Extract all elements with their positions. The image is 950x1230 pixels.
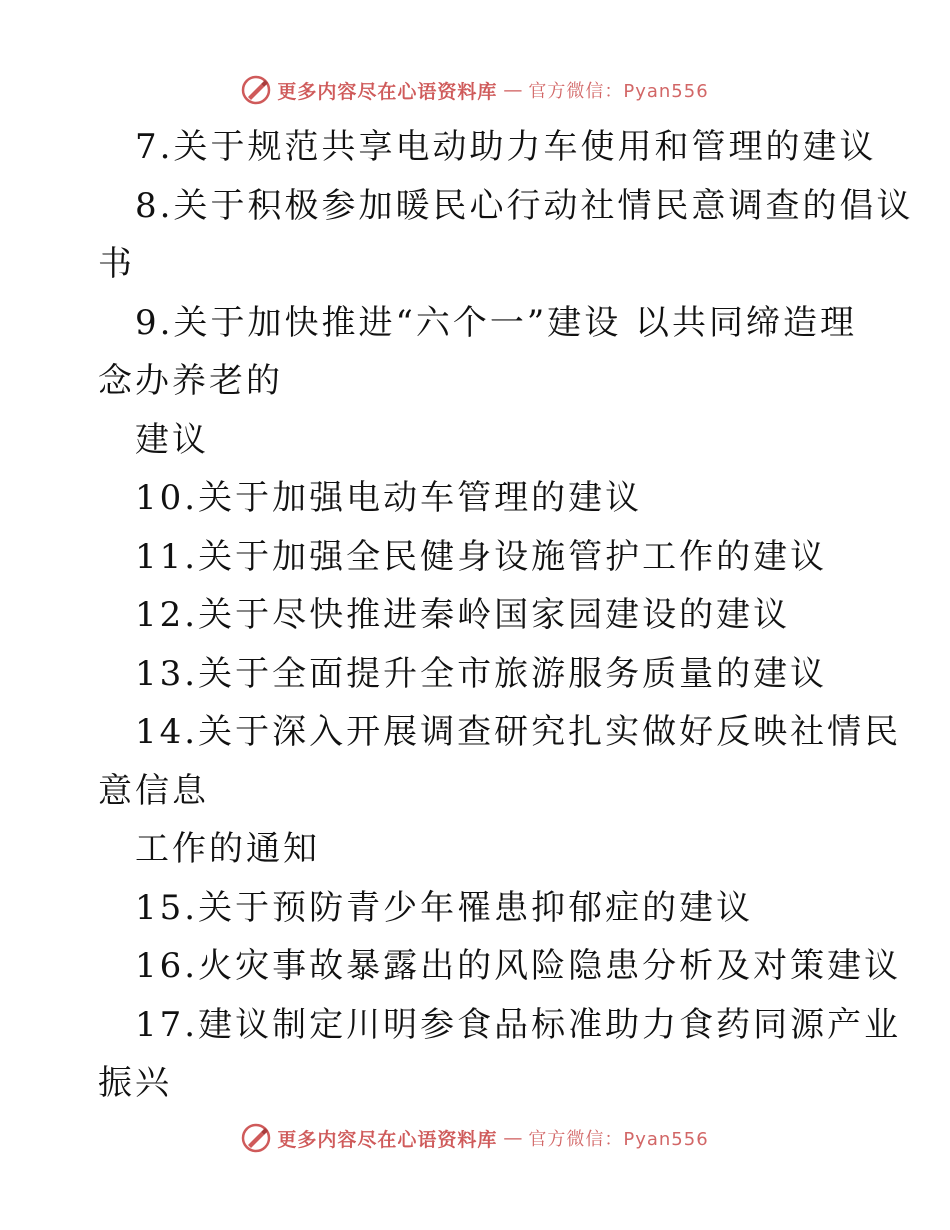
- list-item: 11.关于加强全民健身设施管护工作的建议: [135, 536, 828, 577]
- page-footer-watermark: [0, 1118, 950, 1158]
- list-item-continuation: 建议: [135, 419, 209, 460]
- list-item: 12.关于尽快推进秦岭国家园建设的建议: [135, 595, 791, 635]
- watermark-dash: —: [503, 79, 523, 101]
- list-item-continuation: 念办养老的: [98, 361, 283, 401]
- watermark-wechat-text: 官方微信：Pyan556: [528, 1129, 709, 1150]
- list-item: 16.火灾事故暴露出的风险隐患分析及对策建议: [135, 946, 902, 986]
- list-item-continuation: 工作的通知: [135, 829, 320, 869]
- watermark-main-text: 更多内容尽在心语资料库: [277, 1128, 498, 1151]
- watermark-banner: [241, 75, 708, 105]
- watermark-wechat-text: 官方微信：Pyan556: [528, 81, 709, 102]
- list-item: 10.关于加强电动车管理的建议: [135, 478, 643, 518]
- list-item: 17.建议制定川明参食品标准助力食药同源产业: [135, 1004, 902, 1045]
- list-item: 8.关于积极参加暖民心行动社情民意调查的倡议: [135, 185, 914, 226]
- list-item-continuation: 意信息: [98, 770, 209, 811]
- list-item: 13.关于全面提升全市旅游服务质量的建议: [135, 653, 828, 694]
- document-body: [0, 118, 950, 1113]
- list-item: 14.关于深入开展调查研究扎实做好反映社情民: [135, 712, 902, 752]
- list-item-continuation: 书: [98, 244, 135, 284]
- watermark-dash: —: [503, 1127, 523, 1149]
- pen-logo-icon: [241, 75, 271, 105]
- pen-logo-icon: [241, 1123, 271, 1153]
- watermark-main-text: 更多内容尽在心语资料库: [277, 80, 498, 103]
- watermark-banner: [241, 1123, 708, 1153]
- list-item: 9.关于加快推进“六个一”建设 以共同缔造理: [135, 302, 858, 343]
- list-item-continuation: 振兴: [98, 1063, 172, 1103]
- page-header-watermark: [0, 70, 950, 110]
- list-item: 7.关于规范共享电动助力车使用和管理的建议: [135, 127, 877, 167]
- list-item: 15.关于预防青少年罹患抑郁症的建议: [135, 887, 754, 928]
